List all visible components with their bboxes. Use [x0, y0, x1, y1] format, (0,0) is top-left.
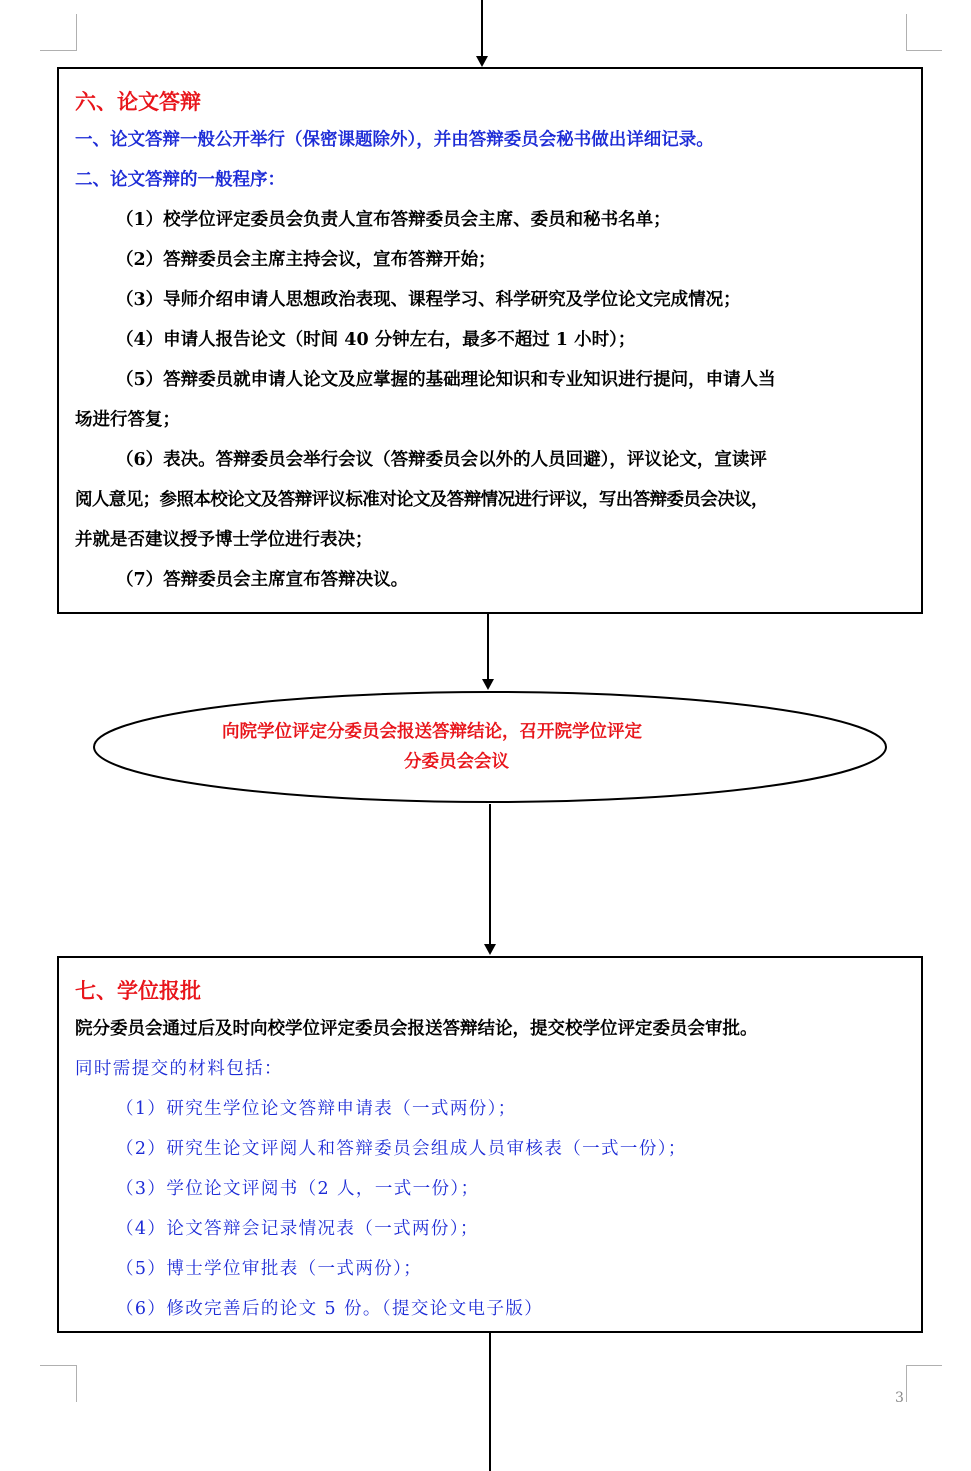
crop-mark-bottom-left-h [40, 1365, 76, 1366]
connector-6-to-ellipse-arrowhead [482, 679, 494, 690]
section7-intro1: 院分委员会通过后及时向校学位评定委员会报送答辩结论，提交校学位评定委员会审批。 [75, 1019, 758, 1039]
section6-step-3: （3）导师介绍申请人思想政治表现、课程学习、科学研究及学位论文完成情况； [116, 290, 741, 310]
crop-mark-bottom-left-v [76, 1365, 77, 1402]
connector-bottom-line [489, 1333, 491, 1471]
section6-step-5b: 场进行答复； [75, 410, 180, 430]
section6-intro2: 二、论文答辩的一般程序： [75, 170, 285, 190]
section6-step-2: （2）答辩委员会主席主持会议，宣布答辩开始； [116, 250, 496, 270]
crop-mark-top-left-h [40, 50, 76, 51]
section7-material-3: （3）学位论文评阅书（2 人，一式一份）； [116, 1179, 480, 1199]
section6-step-7: （7）答辩委员会主席宣布答辩决议。 [116, 570, 409, 590]
connector-top-line [481, 0, 483, 56]
crop-mark-bottom-right-v [906, 1365, 907, 1402]
ellipse-line1: 向院学位评定分委员会报送答辩结论，召开院学位评定 [222, 722, 642, 742]
section6-step-6b: 阅人意见；参照本校论文及答辩评议标准对论文及答辩情况进行评议，写出答辩委员会决议， [75, 490, 768, 510]
crop-mark-top-right-h [906, 50, 942, 51]
section7-material-5: （5）博士学位审批表（一式两份）； [116, 1259, 423, 1279]
ellipse-shape [92, 690, 888, 804]
section7-title: 七、学位报批 [75, 978, 201, 1003]
section7-material-4: （4）论文答辩会记录情况表（一式两份）； [116, 1219, 479, 1239]
section7-material-1: （1）研究生学位论文答辩申请表（一式两份）； [116, 1099, 517, 1119]
section6-step-1: （1）校学位评定委员会负责人宣布答辩委员会主席、委员和秘书名单； [116, 210, 671, 230]
section6-step-6a: （6）表决。答辩委员会举行会议（答辩委员会以外的人员回避），评议论文，宣读评 [116, 450, 767, 470]
connector-ellipse-to-7-arrowhead [484, 944, 496, 955]
connector-top-arrowhead [476, 56, 488, 67]
section6-step-5a: （5）答辩委员就申请人论文及应掌握的基础理论知识和专业知识进行提问，申请人当 [116, 370, 776, 390]
connector-6-to-ellipse-line [487, 614, 489, 680]
connector-ellipse-to-7-line [489, 804, 491, 945]
page-number: 3 [895, 1390, 904, 1406]
crop-mark-top-left-v [76, 14, 77, 51]
section6-intro1: 一、论文答辩一般公开举行（保密课题除外），并由答辩委员会秘书做出详细记录。 [75, 130, 714, 150]
section7-material-2: （2）研究生论文评阅人和答辩委员会组成人员审核表（一式一份）； [116, 1139, 687, 1159]
section7-material-6: （6）修改完善后的论文 5 份。（提交论文电子版） [116, 1299, 544, 1319]
crop-mark-bottom-right-h [906, 1365, 942, 1366]
section7-intro2: 同时需提交的材料包括： [75, 1059, 283, 1079]
section6-title: 六、论文答辩 [75, 89, 201, 114]
ellipse-line2: 分委员会会议 [404, 752, 509, 772]
section6-step-4: （4）申请人报告论文（时间 40 分钟左右，最多不超过 1 小时）； [116, 330, 636, 350]
section6-step-6c: 并就是否建议授予博士学位进行表决； [75, 530, 373, 550]
crop-mark-top-right-v [906, 14, 907, 51]
